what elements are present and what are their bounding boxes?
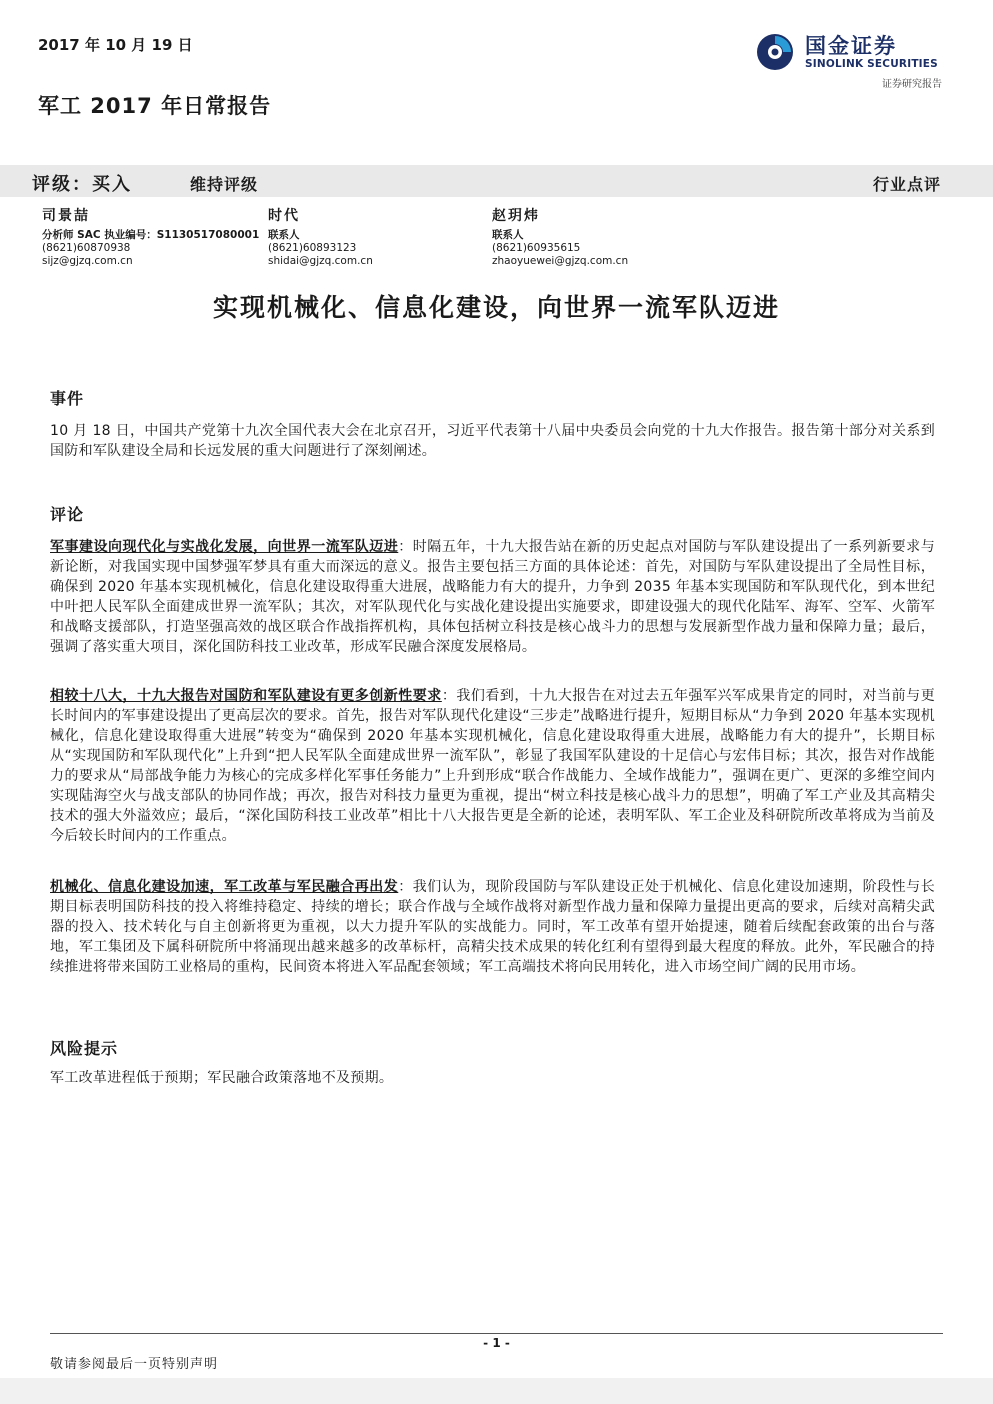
analyst-role: 联系人 [492, 229, 524, 241]
paragraph-lead: 机械化、信息化建设加速，军工改革与军民融合再出发 [50, 879, 399, 895]
rating-status: 维持评级 [190, 175, 259, 194]
analyst-phone: (8621)60893123 [268, 242, 357, 254]
bottom-band [0, 1378, 993, 1404]
analyst-role: 联系人 [268, 229, 300, 241]
comment-paragraph [50, 686, 935, 846]
footer-disclaimer-note: 敬请参阅最后一页特别声明 [50, 1357, 219, 1372]
event-paragraph: 10 月 18 日，中国共产党第十九次全国代表大会在北京召开，习近平代表第十八届中央委员会向党的十九大作报告。报告第十部分对关系到国防和军队建设全局和长远发展的重大问题进行了深刻阐述。 [50, 423, 935, 459]
company-logo [755, 28, 945, 92]
footer-divider [50, 1333, 943, 1334]
analyst-email[interactable]: shidai@gjzq.com.cn [268, 255, 373, 267]
logo-subtitle: 证券研究报告 [882, 79, 942, 90]
section-heading-comment: 评论 [50, 505, 85, 524]
comment-paragraph [50, 877, 935, 977]
analyst-name: 赵玥炜 [492, 208, 540, 224]
rating-label: 评级：买入 [32, 174, 132, 195]
analyst-phone: (8621)60935615 [492, 242, 581, 254]
analyst-name: 时代 [268, 208, 300, 224]
comment-paragraph [50, 537, 935, 657]
logo-en-name: SINOLINK SECURITIES [805, 58, 938, 70]
analyst-phone: (8621)60870938 [42, 242, 131, 254]
analyst-email[interactable]: sijz@gjzq.com.cn [42, 255, 133, 267]
risk-paragraph: 军工改革进程低于预期；军民融合政策落地不及预期。 [50, 1070, 394, 1086]
analyst-email[interactable]: zhaoyuewei@gjzq.com.cn [492, 255, 629, 267]
paragraph-lead: 军事建设向现代化与实战化发展，向世界一流军队迈进 [50, 539, 399, 555]
sinolink-logo-icon [755, 32, 795, 72]
section-heading-event: 事件 [50, 389, 85, 408]
analyst-card [492, 210, 712, 268]
analyst-name: 司景喆 [42, 208, 90, 224]
paragraph-body: ：时隔五年，十九大报告站在新的历史起点对国防与军队建设提出了一系列新要求与新论断，对我国实现中国梦强军梦具有重大而深远的意义。报告主要包括三方面的具体论述：首先，对国防与军队建设提出了全局性目标，确保到 2020 年基本实现机械化，信息化建设取得重大进展，战略能力有大的提升，力争到 2035 年基本实现国防和军队现代化，到本世纪中叶把人民军队全面建成世界一流军队；其次，对军队现代化与实战化建设提出实施要求，即建设强大的现代化陆军、海军、空军、火箭军和战略支援部队，打造坚强高效的战区联合作战指挥机构，具体包括树立科技是核心战斗力的思想与发展新型作战力量和保障力量；最后，强调了落实重大项目，深化国防科技工业改革，形成军民融合深度发展格局。 [50, 539, 935, 655]
report-date: 2017 年 10 月 19 日 [38, 36, 193, 54]
paragraph-body: ：我们认为，现阶段国防与军队建设正处于机械化、信息化建设加速期，阶段性与长期目标表明国防科技的投入将维持稳定、持续的增长；联合作战与全域作战将对新型作战力量和保障力量提出更高的要求，后续对高精尖武器的投入、技术转化与自主创新将更为重视，以大力提升军队的实战能力。同时，军工改革有望开始提速，随着后续配套政策的出台与落地，军工集团及下属科研院所中将涌现出越来越多的改革标杆，高精尖技术成果的转化红利有望得到最大程度的释放。此外，军民融合的持续推进将带来国防工业格局的重构，民间资本将进入军品配套领域；军工高端技术将向民用转化，进入市场空间广阔的民用市场。 [50, 879, 935, 975]
paragraph-body: ：我们看到，十九大报告在对过去五年强军兴军成果肯定的同时，对当前与更长时间内的军事建设提出了更高层次的要求。首先，报告对军队现代化建设“三步走”战略进行提升，短期目标从“力争到 2020 年基本实现机械化，信息化建设取得重大进展”转变为“确保到 2020 年基本实现机械化，信息化建设取得重大进展，战略能力有大的提升”，长期目标从“实现国防和军队现代化”上升到“把人民军队全面建成世界一流军队”，彰显了我国军队建设的十足信心与宏伟目标；其次，报告对作战能力的要求从“局部战争能力为核心的完成多样化军事任务能力”上升到形成“联合作战能力、全域作战能力”，强调在更广、更深的多维空间内实现陆海空火与战支部队的协同作战；再次，报告对科技力量更为重视，提出“树立科技是核心战斗力的思想”，明确了军工产业及其高精尖技术的强大外溢效应；最后，“深化国防科技工业改革”相比十八大报告更是全新的论述，表明军队、军工企业及科研院所改革将成为当前及今后较长时间内的工作重点。 [50, 688, 935, 844]
rating-band [0, 165, 993, 197]
logo-cn-name: 国金证券 [805, 34, 897, 58]
report-category: 行业点评 [872, 175, 941, 194]
analyst-card [268, 210, 488, 268]
analyst-card [42, 210, 262, 268]
report-title: 实现机械化、信息化建设，向世界一流军队迈进 [212, 293, 780, 322]
section-heading-risk: 风险提示 [50, 1039, 119, 1058]
report-type: 军工 2017 年日常报告 [38, 94, 272, 118]
page-number: - 1 - [483, 1336, 510, 1350]
paragraph-lead: 相较十八大，十九大报告对国防和军队建设有更多创新性要求 [50, 688, 442, 704]
analyst-role: 分析师 SAC 执业编号：S1130517080001 [42, 229, 260, 241]
